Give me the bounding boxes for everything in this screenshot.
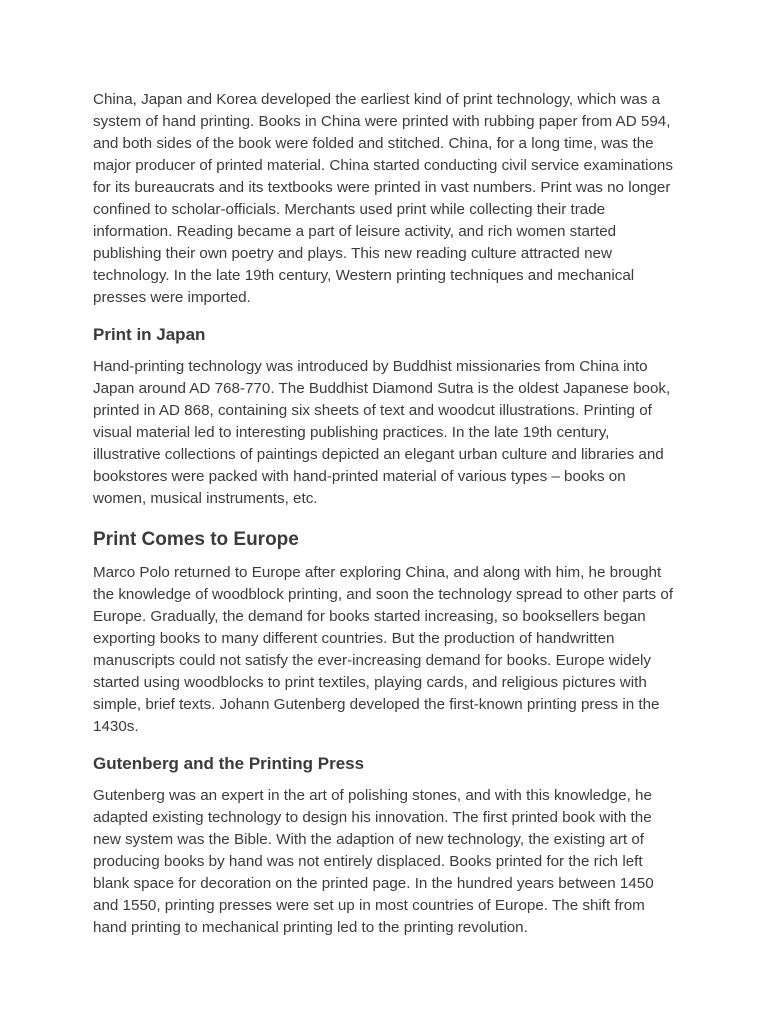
europe-paragraph: Marco Polo returned to Europe after exploring China, and along with him, he brought the knowledge of woodblock printing, and soon the technology spread to other parts of Europe. Gradually, the demand for books started increasing, so booksellers began exporting books to many different countries. But the production of handwritten manuscripts could not satisfy the ever-increasing demand for books. Europe widely started using woodblocks to print textiles, playing cards, and religious pictures with simple, brief texts. Johann Gutenberg developed the first-known printing press in the 1430s. xyxy=(93,564,674,735)
section-heading-gutenberg-printing-press: Gutenberg and the Printing Press xyxy=(93,754,365,773)
gutenberg-paragraph: Gutenberg was an expert in the art of polishing stones, and with this knowledge, he adapted existing technology to design his innovation. The first printed book with the new system was the Bible. With the adaption of new technology, the existing art of producing books by hand was not entirely displaced. Books printed for the rich left blank space for decoration on the printed page. In the hundred years between 1450 and 1550, printing presses were set up in most countries of Europe. The shift from hand printing to mechanical printing led to the printing revolution. xyxy=(93,787,654,936)
section-heading-print-comes-to-europe: Print Comes to Europe xyxy=(93,529,299,550)
document-page xyxy=(93,89,679,939)
intro-paragraph: China, Japan and Korea developed the earliest kind of print technology, which was a system of hand printing. Books in China were printed with rubbing paper from AD 594, and both sides of the book were folded and stitched. China, for a long time, was the major producer of printed material. China started conducting civil service examinations for its bureaucrats and its textbooks were printed in vast numbers. Print was no longer confined to scholar-officials. Merchants used print while collecting their trade information. Reading became a part of leisure activity, and rich women started publishing their own poetry and plays. This new reading culture attracted new technology. In the late 19th century, Western printing techniques and mechanical presses were imported. xyxy=(93,91,673,306)
japan-paragraph: Hand-printing technology was introduced by Buddhist missionaries from China into Japan around AD 768-770. The Buddhist Diamond Sutra is the oldest Japanese book, printed in AD 868, containing six sheets of text and woodcut illustrations. Printing of visual material led to interesting publishing practices. In the late 19th century, illustrative collections of paintings depicted an elegant urban culture and libraries and bookstores were packed with hand-printed material of various types – books on women, musical instruments, etc. xyxy=(93,358,671,507)
section-heading-print-in-japan: Print in Japan xyxy=(93,325,206,344)
